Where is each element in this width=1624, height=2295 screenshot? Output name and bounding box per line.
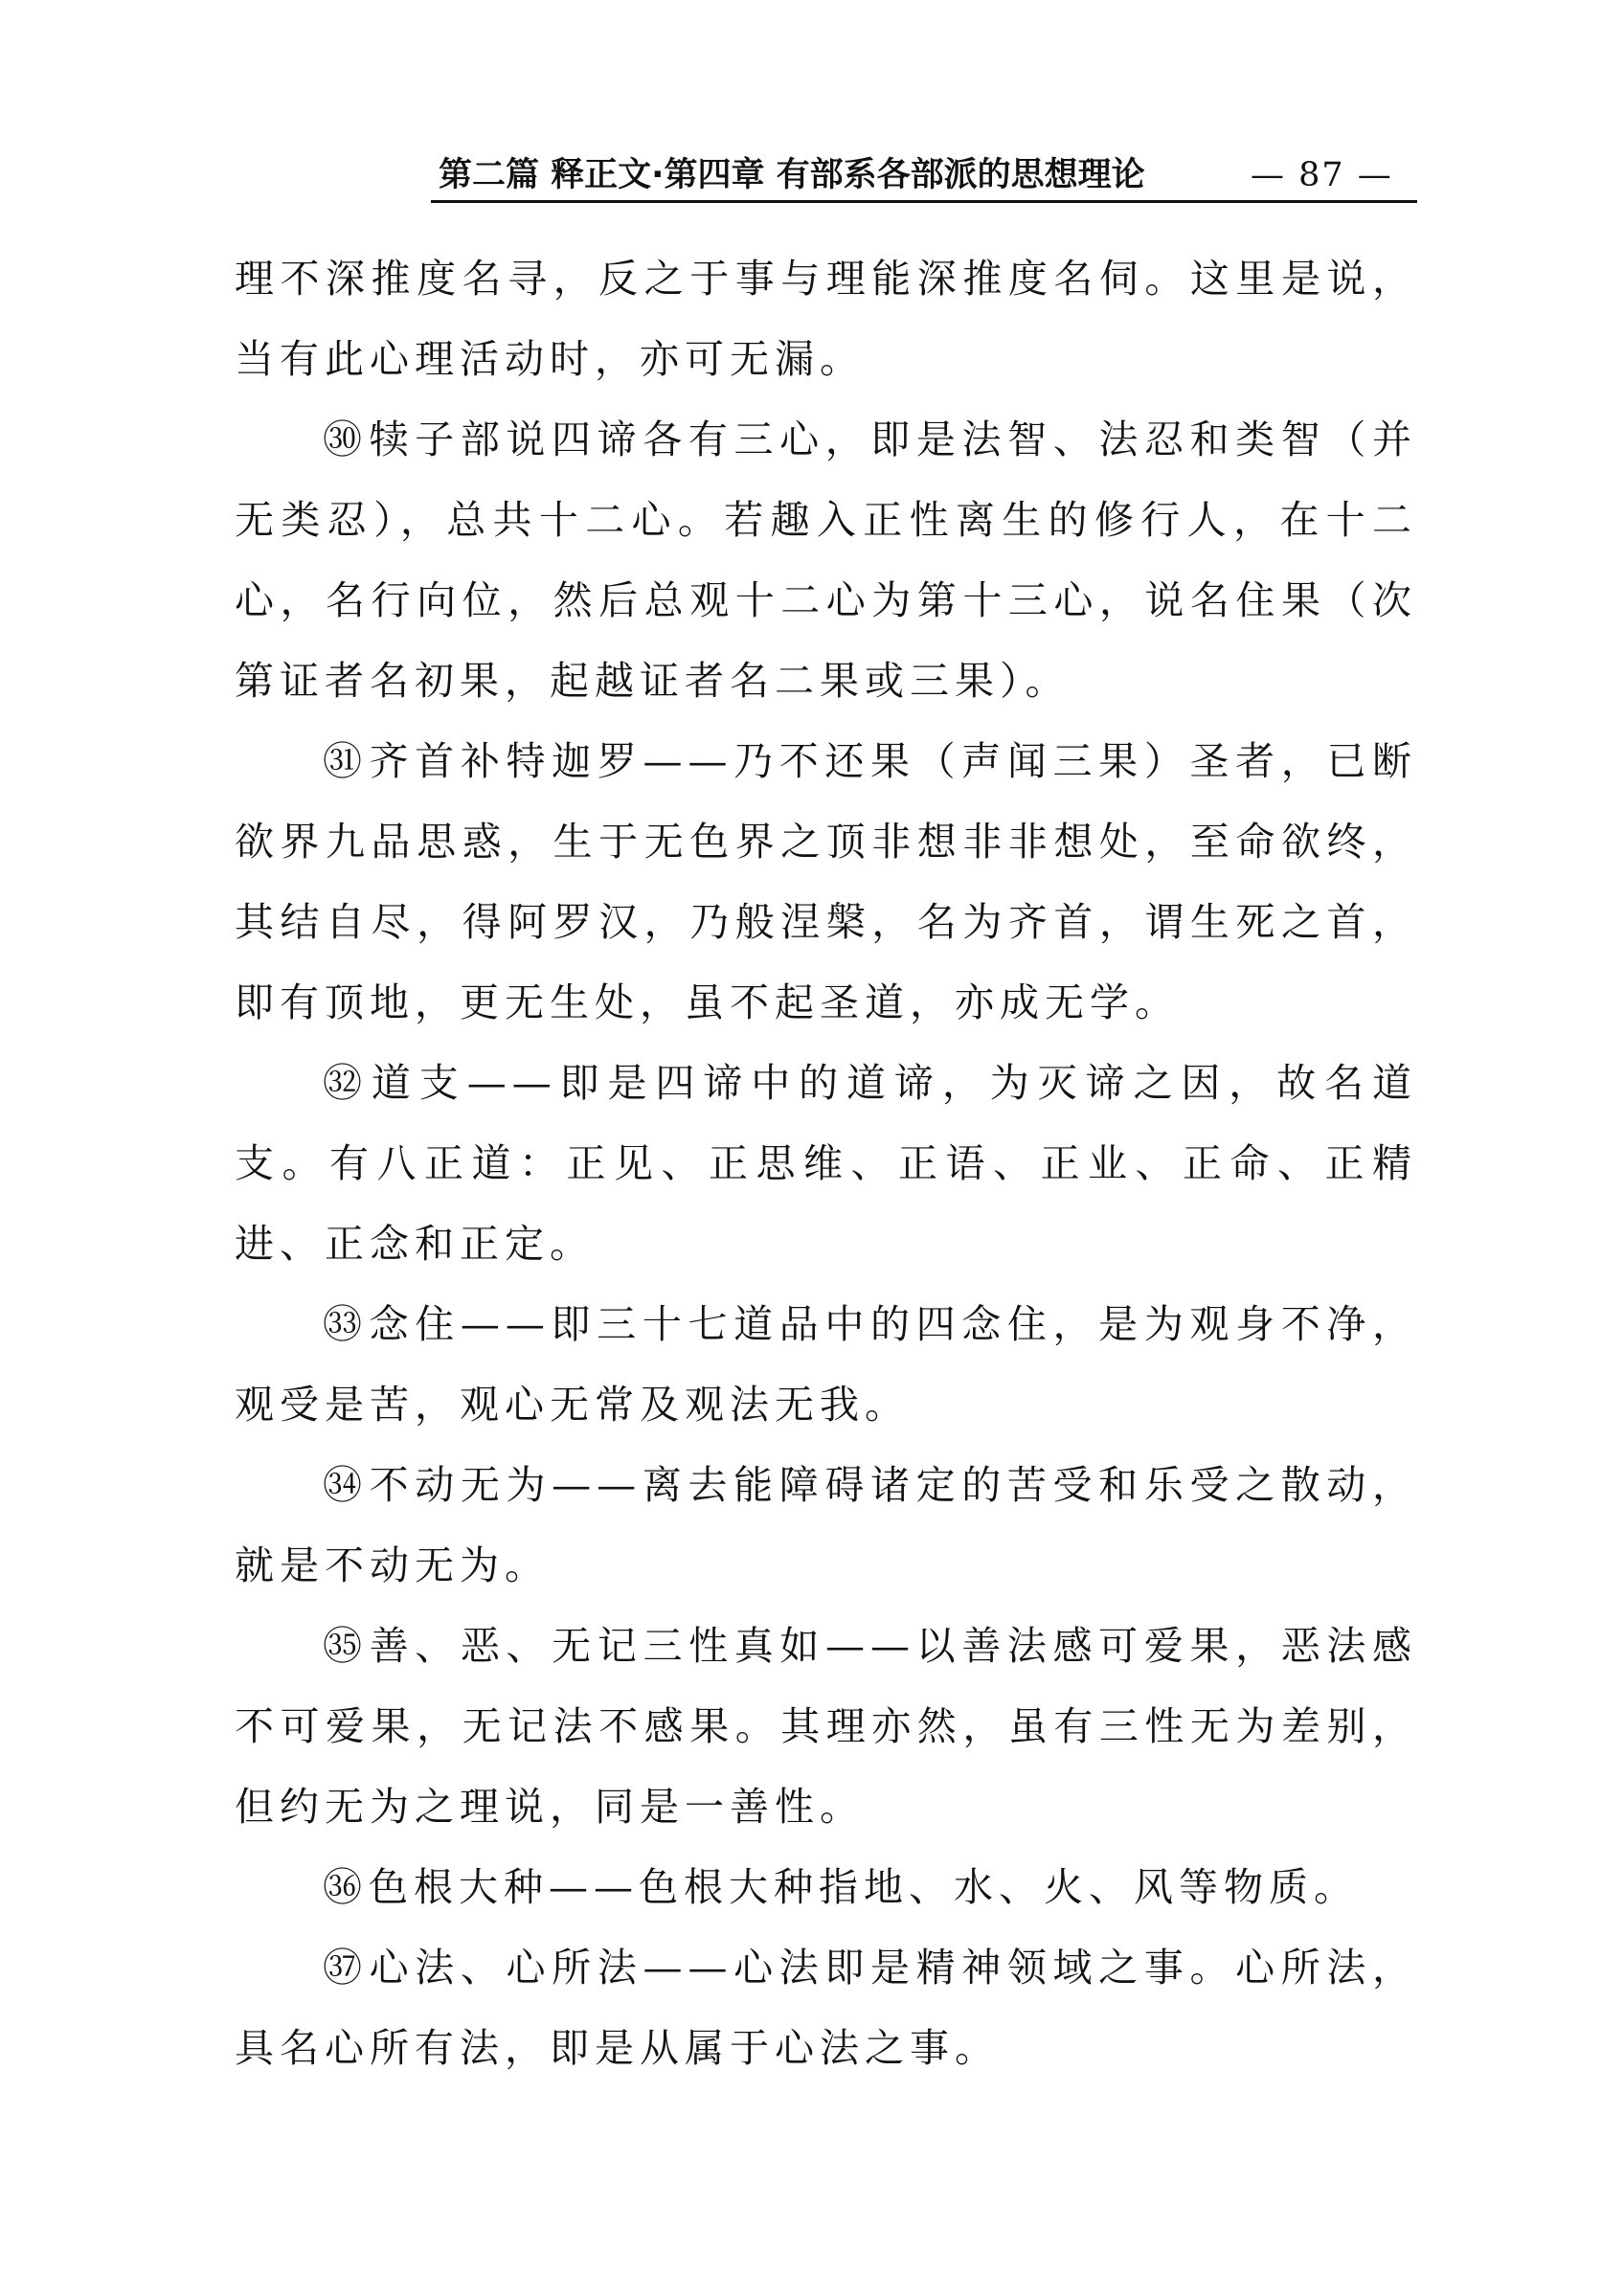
note-text: 犊子部说四谛各有三心，即是法智、法忍和类智（并无类忍），总共十二心。若趣入正性离生的修行人，在十二心，名行向位，然后总观十二心为第十三心，说名住果（次第证者名初果，起越证者名二果或三果）。 [235,416,1417,704]
note-text: 道支——即是四谛中的道谛，为灭谛之因，故名道支。有八正道：正见、正思维、正语、正业、正命、正精进、正念和正定。 [235,1060,1417,1267]
note-text: 心法、心所法——心法即是精神领域之事。心所法，具名心所有法，即是从属于心法之事。 [235,1945,1417,2071]
paragraph-text: 理不深推度名寻，反之于事与理能深推度名伺。这里是说，当有此心理活动时，亦可无漏。 [235,256,1417,382]
note-marker: ㊲ [323,1945,362,1991]
note-text: 色根大种——色根大种指地、水、火、风等物质。 [369,1864,1359,1910]
note-marker: ㉛ [323,738,362,784]
note-text: 善、恶、无记三性真如——以善法感可爱果，恶法感不可爱果，无记法不感果。其理亦然，虽有三性无为差别，但约无为之理说，同是一善性。 [235,1623,1417,1830]
note-36 [235,1847,1417,1927]
running-header-title: 第二篇 释正文·第四章 有部系各部派的思想理论 [439,156,1145,194]
note-30 [235,399,1417,721]
note-text: 齐首补特迦罗——乃不还果（声闻三果）圣者，已断欲界九品思惑，生于无色界之顶非想非非想处，至命欲终，其结自尽，得阿罗汉，乃般涅槃，名为齐首，谓生死之首，即有顶地，更无生处，虽不起圣道，亦成无学。 [235,738,1417,1025]
note-31 [235,721,1417,1043]
header-rule [431,200,1417,203]
note-37 [235,1927,1417,2088]
paragraph-continuation [235,238,1417,399]
note-marker: ㉞ [323,1462,362,1508]
note-text: 念住——即三十七道品中的四念住，是为观身不净，观受是苦，观心无常及观法无我。 [235,1301,1417,1428]
note-32 [235,1043,1417,1284]
page-number: — 87 — [1251,156,1393,194]
note-33 [235,1284,1417,1445]
note-marker: ㉚ [323,416,362,462]
note-35 [235,1606,1417,1847]
note-marker: ㊱ [323,1864,362,1910]
running-header [439,151,1415,199]
note-marker: ㉝ [323,1301,362,1347]
note-text: 不动无为——离去能障碍诸定的苦受和乐受之散动，就是不动无为。 [235,1462,1417,1588]
note-marker: ㉟ [323,1623,362,1669]
note-marker: ㉜ [323,1060,362,1106]
body-text [235,238,1417,2088]
note-34 [235,1445,1417,1606]
